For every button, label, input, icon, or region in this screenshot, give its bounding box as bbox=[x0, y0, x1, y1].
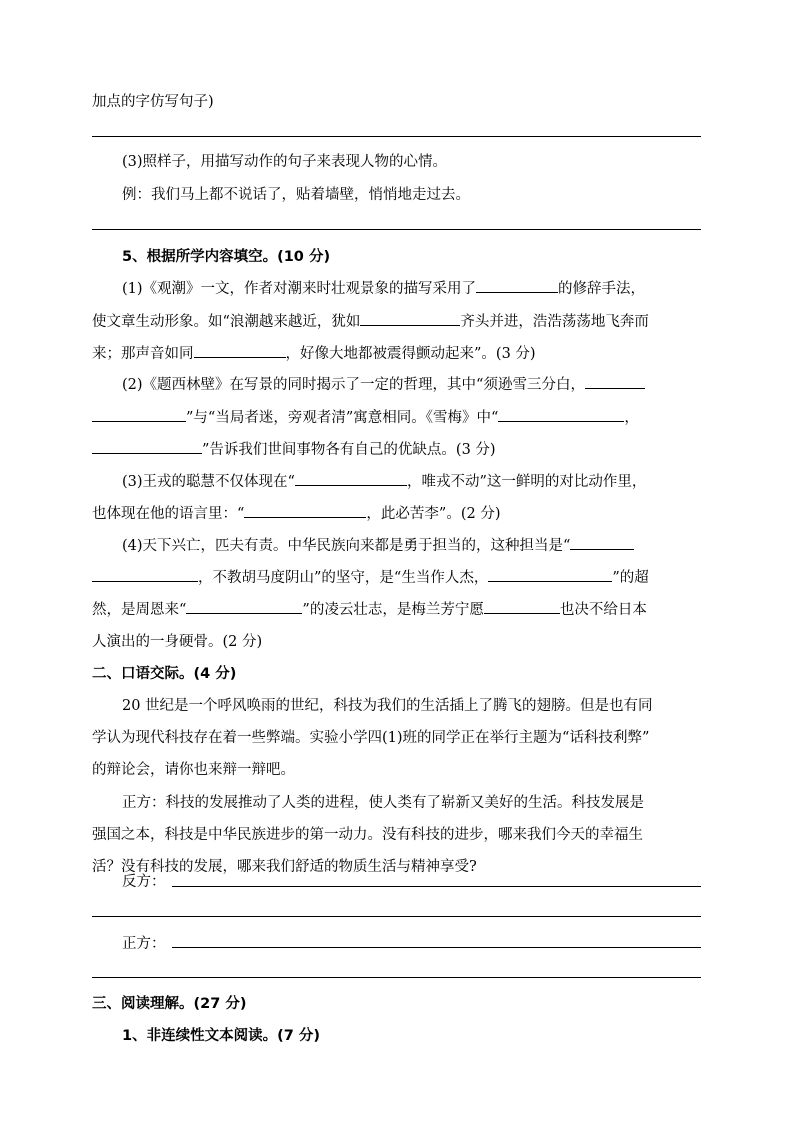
blank[interactable] bbox=[360, 311, 460, 326]
blank[interactable] bbox=[92, 567, 198, 582]
zhengfang-label: 正方： bbox=[122, 936, 166, 952]
zhengfang-answer-line[interactable] bbox=[172, 947, 701, 948]
blank[interactable] bbox=[570, 535, 634, 550]
q5-3-line1: (3)王戎的聪慧不仅体现在“ ，唯戎不动”这一鲜明的对比动作里， bbox=[122, 470, 646, 491]
q5-4-line1: (4)天下兴亡，匹夫有责。中华民族向来都是勇于担当的，这种担当是“ bbox=[122, 534, 634, 555]
blank[interactable] bbox=[585, 374, 645, 389]
sec2-para2-line3: 活？没有科技的发展，哪来我们舒适的物质生活与精神享受? bbox=[92, 859, 477, 875]
section-3-heading: 三、阅读理解。(27 分) bbox=[92, 996, 247, 1012]
q5-4-line3: 然，是周恩来“ ”的凌云壮志，是梅兰芳宁愿 也决不给日本 bbox=[92, 598, 647, 619]
blank[interactable] bbox=[295, 471, 407, 486]
blank[interactable] bbox=[244, 503, 366, 518]
sec2-para1-line2: 学认为现代科技存在着一些弊端。实验小学四(1)班的同学正在举行主题为“话科技利弊” bbox=[92, 730, 650, 746]
blank[interactable] bbox=[92, 439, 202, 454]
blank[interactable] bbox=[484, 599, 560, 614]
section-2-heading: 二、口语交际。(4 分) bbox=[92, 666, 237, 682]
answer-line[interactable] bbox=[92, 977, 701, 978]
blank[interactable] bbox=[92, 407, 186, 422]
q3-instruction: (3)照样子，用描写动作的句子来表现人物的心情。 bbox=[122, 154, 448, 170]
sec2-para1-line1: 20 世纪是一个呼风唤雨的世纪，科技为我们的生活插上了腾飞的翅膀。但是也有同 bbox=[122, 698, 653, 714]
q5-1-line1: (1)《观潮》一文，作者对潮来时壮观景象的描写采用了 的修辞手法， bbox=[122, 277, 645, 298]
q5-heading: 5、根据所学内容填空。(10 分) bbox=[122, 249, 331, 265]
blank[interactable] bbox=[476, 278, 558, 293]
answer-line bbox=[92, 229, 701, 230]
section-3-sub1: 1、非连续性文本阅读。(7 分) bbox=[122, 1028, 320, 1044]
q5-3-line2: 也体现在他的语言里：“ ，此必苦李”。(2 分) bbox=[92, 502, 500, 523]
fanfang-answer-line[interactable] bbox=[172, 886, 701, 887]
blank[interactable] bbox=[194, 343, 286, 358]
q5-1-line2: 使文章生动形象。如“浪潮越来越近，犹如 齐头并进，浩浩荡荡地飞奔而 bbox=[92, 310, 649, 331]
blank[interactable] bbox=[488, 567, 612, 582]
continued-line: 加点的字仿写句子) bbox=[92, 94, 214, 110]
q5-2-line2: ”与“当局者迷，旁观者清”寓意相同。《雪梅》中“ ， bbox=[92, 406, 639, 427]
answer-line bbox=[92, 136, 701, 137]
blank[interactable] bbox=[186, 599, 302, 614]
q5-1-line3: 来；那声音如同 ，好像大地都被震得颤动起来”。(3 分) bbox=[92, 342, 536, 363]
sec2-para2-line1: 正方：科技的发展推动了人类的进程，使人类有了崭新又美好的生活。科技发展是 bbox=[122, 795, 644, 811]
sec2-para2-line2: 强国之本，科技是中华民族进步的第一动力。没有科技的进步，哪来我们今天的幸福生 bbox=[92, 827, 643, 843]
blank[interactable] bbox=[498, 407, 624, 422]
answer-line[interactable] bbox=[92, 916, 701, 917]
q5-2-line1: (2)《题西林壁》在写景的同时揭示了一定的哲理，其中“须逊雪三分白， bbox=[122, 373, 645, 394]
q5-4-line2: ，不教胡马度阴山”的坚守，是“生当作人杰， ”的超 bbox=[92, 566, 649, 587]
q5-4-line4: 人演出的一身硬骨。(2 分) bbox=[92, 634, 263, 650]
q3-example: 例：我们马上都不说话了，贴着墙壁，悄悄地走过去。 bbox=[122, 187, 470, 203]
sec2-para1-line3: 的辩论会，请你也来辩一辩吧。 bbox=[92, 762, 295, 778]
fanfang-label: 反方： bbox=[122, 874, 166, 890]
q5-2-line3: ”告诉我们世间事物各有自己的优缺点。(3 分) bbox=[92, 438, 496, 459]
